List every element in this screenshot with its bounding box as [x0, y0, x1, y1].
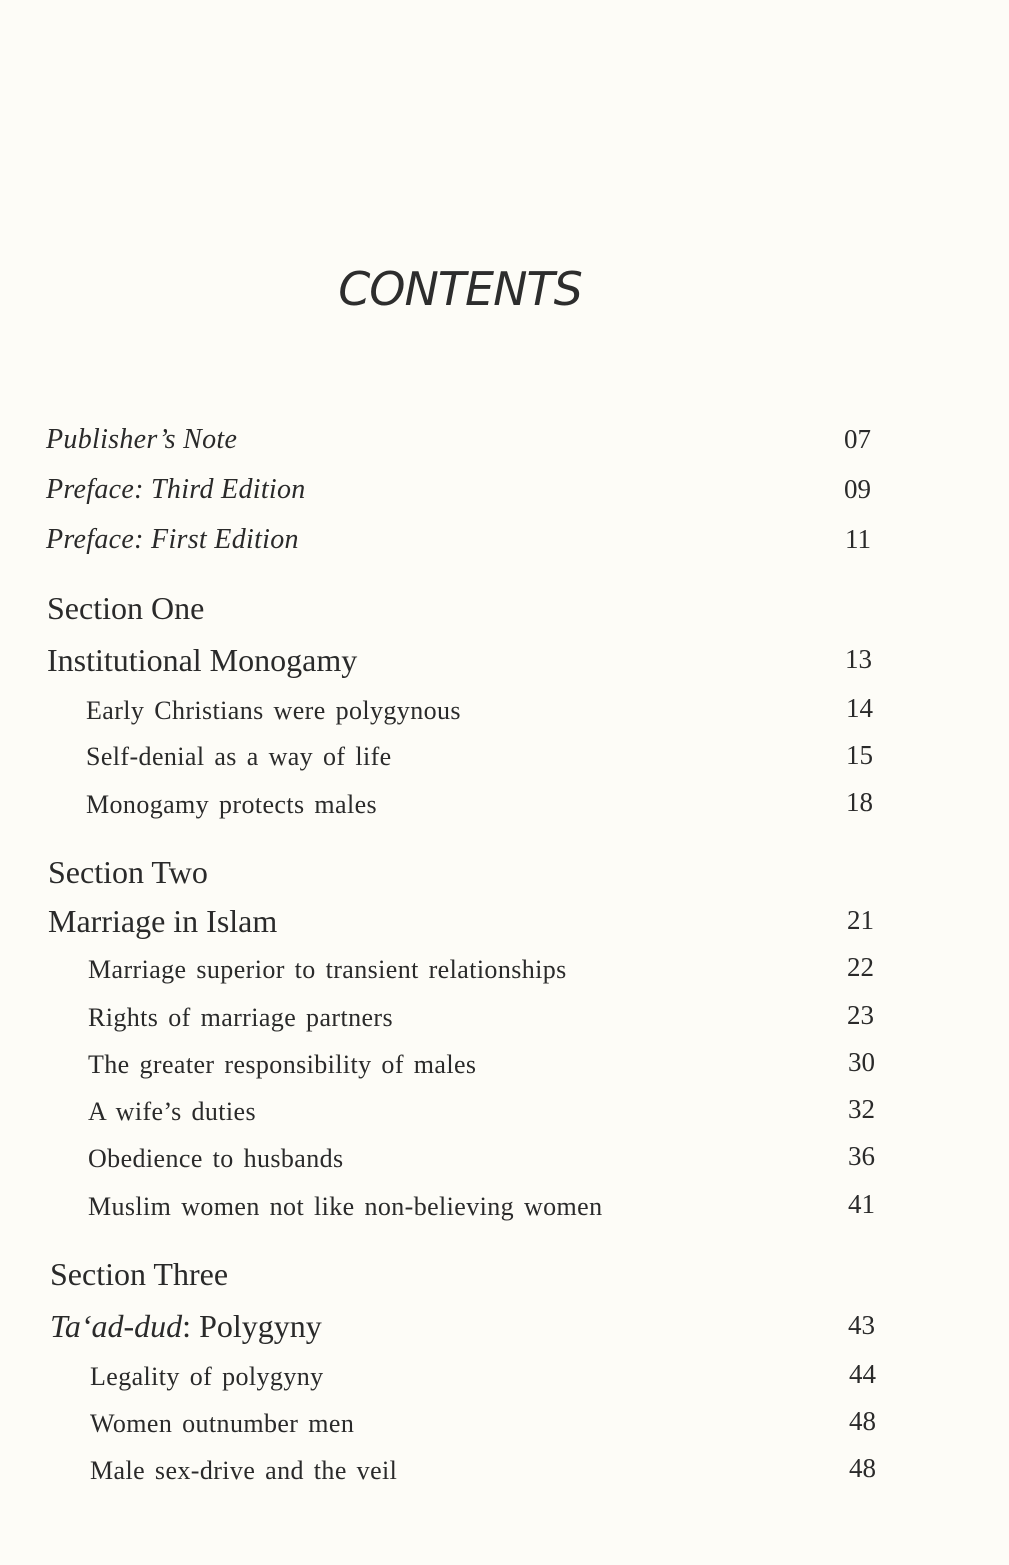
- toc-entry: [0, 1453, 1009, 1496]
- toc-entry-page: 30: [848, 1047, 875, 1077]
- chapter-page: 21: [847, 905, 874, 935]
- toc-entry: [0, 1359, 1009, 1402]
- toc-entry: [0, 1094, 1009, 1137]
- chapter-label: [50, 1308, 322, 1345]
- chapter-label: Marriage in Islam: [48, 903, 278, 939]
- chapter-label: Institutional Monogamy: [47, 642, 358, 678]
- toc-entry: [0, 787, 1009, 830]
- toc-entry: [0, 1000, 1009, 1043]
- toc-entry-preface-third: [0, 474, 1009, 514]
- chapter-label-italic: Ta‘ad-dud: [50, 1308, 183, 1344]
- chapter-label-rest: : Polygyny: [182, 1308, 322, 1344]
- toc-entry-label: Male sex-drive and the veil: [90, 1456, 398, 1485]
- toc-entry-page: 48: [849, 1453, 876, 1483]
- toc-entry-page: 14: [846, 693, 873, 723]
- toc-entry-label: Legality of polygyny: [90, 1362, 324, 1391]
- chapter-institutional-monogamy: [0, 642, 1009, 682]
- toc-entry-label: Preface: First Edition: [46, 524, 299, 555]
- toc-entry-page: 32: [848, 1094, 875, 1124]
- page-title: CONTENTS: [338, 262, 582, 316]
- toc-entry-publishers-note: [0, 424, 1009, 464]
- toc-entry-page: 15: [846, 740, 873, 770]
- toc-entry: [0, 1047, 1009, 1090]
- toc-entry: [0, 742, 1009, 782]
- section-two-heading: [0, 854, 1009, 894]
- toc-entry-label: Marriage superior to transient relationships: [88, 955, 567, 984]
- toc-entry-label: Rights of marriage partners: [88, 1003, 393, 1032]
- toc-entry-page: 11: [845, 524, 871, 554]
- toc-entry-label: Muslim women not like non-believing women: [88, 1192, 603, 1221]
- chapter-page: 13: [845, 644, 872, 674]
- toc-entry-page: 48: [849, 1406, 876, 1436]
- toc-entry-label: Publisher’s Note: [46, 424, 238, 455]
- toc-entry-label: Monogamy protects males: [86, 790, 378, 819]
- toc-entry-label: Women outnumber men: [90, 1409, 355, 1438]
- toc-entry: [0, 952, 1009, 995]
- toc-entry-page: 07: [844, 424, 871, 454]
- section-one-heading: [0, 590, 1009, 630]
- toc-entry-page: 36: [848, 1141, 875, 1171]
- toc-entry-label: The greater responsibility of males: [88, 1050, 477, 1079]
- toc-entry-label: Early Christians were polygynous: [86, 696, 461, 725]
- toc-entry-page: 23: [847, 1000, 874, 1030]
- toc-entry-page: 44: [849, 1359, 876, 1389]
- toc-entry-page: 41: [848, 1189, 875, 1219]
- toc-entry-label: Obedience to husbands: [88, 1144, 344, 1173]
- section-three-heading: [0, 1256, 1009, 1296]
- section-heading-label: Section One: [47, 590, 205, 626]
- toc-entry: [0, 693, 1009, 736]
- section-heading-label: Section Two: [48, 854, 208, 890]
- toc-entry-page: 22: [847, 952, 874, 982]
- toc-entry: [0, 1189, 1009, 1232]
- toc-entry-preface-first: [0, 524, 1009, 564]
- chapter-page: 43: [848, 1310, 875, 1340]
- toc-entry-label: Self-denial as a way of life: [86, 742, 392, 771]
- toc-entry-label: Preface: Third Edition: [46, 474, 306, 505]
- toc-entry-page: 18: [846, 787, 873, 817]
- toc-entry: [0, 1141, 1009, 1184]
- toc-entry-label: A wife’s duties: [88, 1097, 256, 1126]
- chapter-marriage-in-islam: [0, 903, 1009, 943]
- section-heading-label: Section Three: [50, 1256, 229, 1292]
- toc-entry-page: 09: [844, 474, 871, 504]
- toc-entry: [0, 1406, 1009, 1449]
- chapter-polygyny: [0, 1308, 1009, 1348]
